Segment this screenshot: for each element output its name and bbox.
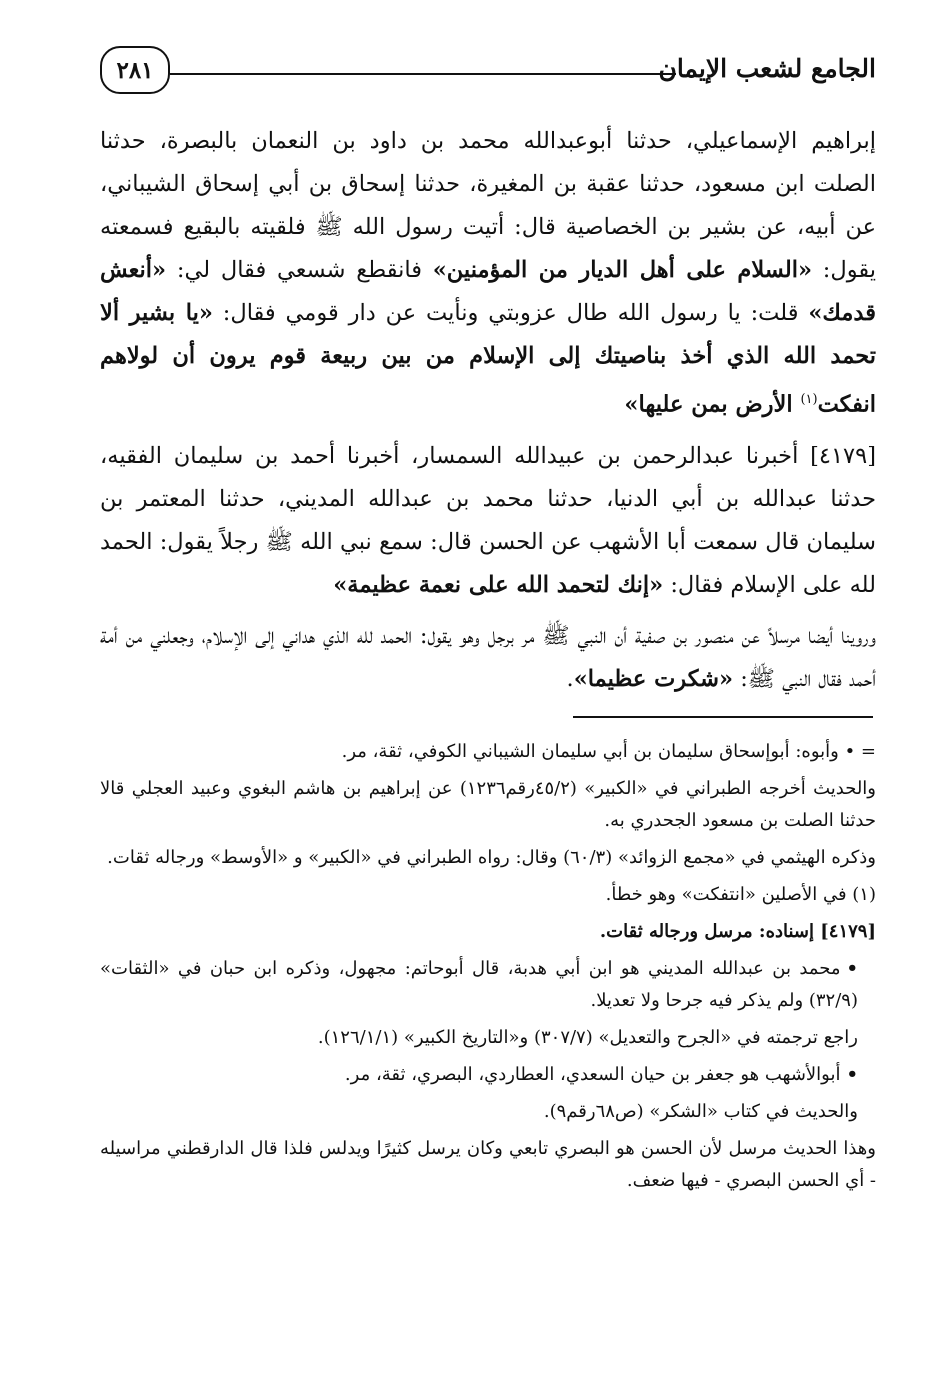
footnote-text: محمد بن عبدالله المديني هو ابن أبي هدبة، قال أبوحاتم: مجهول، وذكره ابن حبان في «الثقات» (٣٢/٩) ولم يذكر فيه جرحا ولا تعديلا. (100, 958, 858, 1011)
quote-shakarta: «شكرت عظيما» (573, 665, 734, 692)
footnote-line (100, 1059, 876, 1091)
footnotes (100, 736, 876, 1202)
paragraph-hadith-bashir (100, 120, 876, 427)
footnote-line: راجع ترجمته في «الجرح والتعديل» (٣٠٧/٧) و«التاريخ الكبير» (١٢٦/١/١). (317, 1027, 858, 1048)
footnote-line: والحديث في كتاب «الشكر» (ص٦٨رقم٩). (543, 1101, 858, 1122)
footnote-ref-1: (١) (800, 392, 818, 407)
footnote-4179-heading: [٤١٧٩] إسناده: مرسل ورجاله ثقات. (599, 921, 876, 942)
text-segment: فانقطع شسعي فقال لي: (166, 257, 433, 283)
running-header (100, 40, 876, 100)
footnote-line: = • وأبوه: أبوإسحاق سليمان بن أبي سليمان الشيباني الكوفي، ثقة، مر. (341, 741, 876, 762)
bullet-icon: • (846, 1064, 858, 1085)
main-text (100, 120, 876, 709)
quote-anish: «أنعش قدمك» (100, 257, 877, 326)
footnote-line (100, 953, 876, 1017)
footnote-line: والحديث أخرجه الطبراني في «الكبير» (٤٥/٢رقم١٢٣٦) عن إبراهيم بن هاشم البغوي وعبيد العجلي قالا حدثنا الصلت بن مسعود الجحدري به. (100, 778, 877, 831)
footnote-text: أبوالأشهب هو جعفر بن حيان السعدي، العطاردي، البصري، ثقة، مر. (344, 1064, 841, 1085)
text-segment: [٤١٧٩] أخبرنا عبدالرحمن بن عبيدالله السمسار، أخبرنا أحمد بن سليمان الفقيه، حدثنا عبدالله بن أبي الدنيا، حدثنا محمد بن عبدالله المديني، حدثنا المعتمر بن سليمان قال سمعت أبا الأشهب عن الحسن قال: سمع نبي الله ﷺ رجلاً يقول: الحمد لله على الإسلام فقال: (100, 442, 876, 598)
quote-salam: «السلام على أهل الديار من المؤمنين» (432, 257, 813, 283)
book-title: الجامع لشعب الإيمان (658, 54, 876, 83)
text-segment: . (566, 665, 574, 692)
footnote-line: وهذا الحديث مرسل لأن الحسن هو البصري تابعي وكان يرسل كثيرًا ويدلس فلذا قال الدارقطني مراسيله - أي الحسن البصري - فيها ضعف. (100, 1138, 876, 1191)
page-number: ٢٨١ (100, 46, 170, 94)
text-segment: وروينا أيضا مرسلاً عن منصور بن صفية أن النبي ﷺ مر برجل وهو يقول: الحمد لله الذي هداني إلى الإسلام، وجعلني من أمة أحمد فقال النبي ﷺ: (100, 622, 876, 692)
footnote-separator (573, 716, 873, 718)
paragraph-hadith-4179 (100, 435, 876, 607)
bullet-icon: • (846, 958, 858, 979)
footnote-1: (١) في الأصلين «انتفكت» وهو خطأ. (605, 884, 876, 905)
quote-ya-bashir-end: الأرض بمن عليها» (624, 391, 801, 418)
paragraph-mursal (100, 615, 876, 701)
footnote-line: وذكره الهيثمي في «مجمع الزوائد» (٦٠/٣) وقال: رواه الطبراني في «الكبير» و «الأوسط» ورجاله ثقات. (107, 847, 876, 868)
quote-innaka: «إنك لتحمد الله على نعمة عظيمة» (333, 571, 664, 598)
quote-ya-bashir: «يا بشير ألا تحمد الله الذي أخذ بناصيتك إلى الإسلام من بين ربيعة قوم يرون أن لولاهم انفكت (100, 300, 876, 418)
text-segment: قلت: يا رسول الله طال عزوبتي ونأيت عن دار قومي فقال: (212, 300, 809, 326)
text-segment: إبراهيم الإسماعيلي، حدثنا أبوعبدالله محمد بن داود بن النعمان بالبصرة، حدثنا الصلت ابن مسعود، حدثنا عقبة بن المغيرة، حدثنا إسحاق بن أبي إسحاق الشيباني، عن أبيه، عن بشير بن الخصاصية قال: أتيت رسول الله ﷺ فلقيته بالبقيع فسمعته يقول: (100, 128, 876, 283)
header-rule (170, 73, 676, 75)
